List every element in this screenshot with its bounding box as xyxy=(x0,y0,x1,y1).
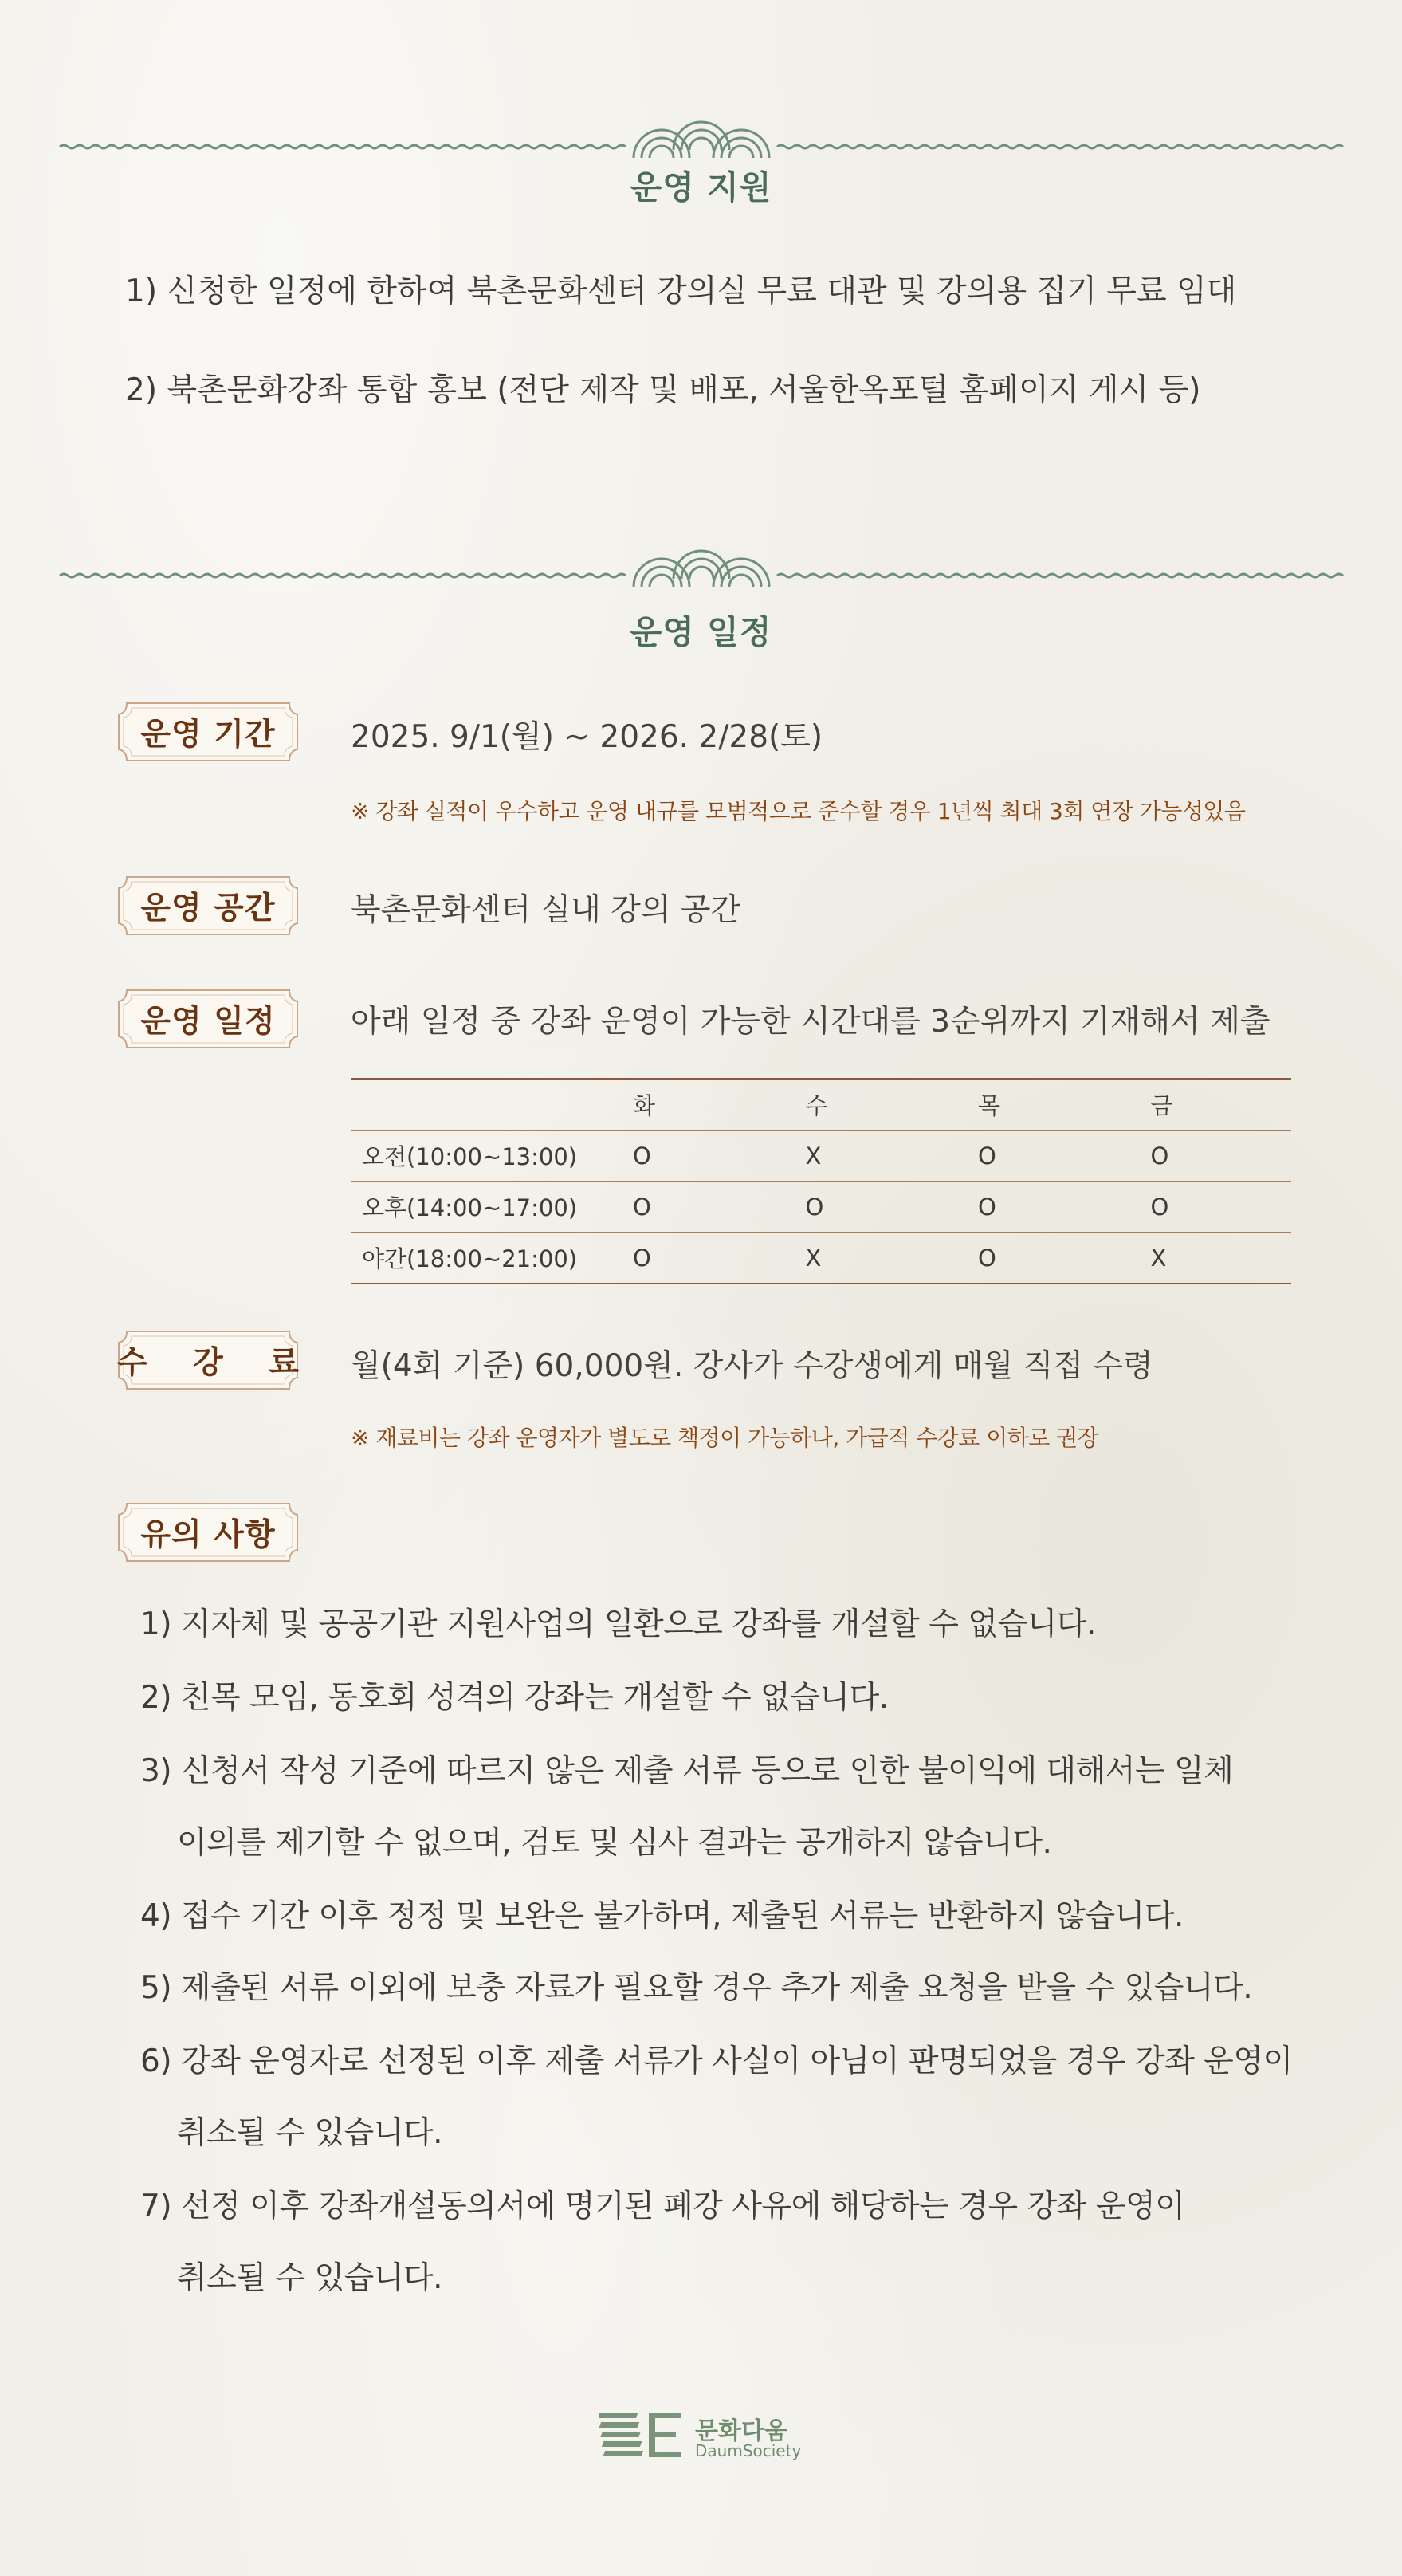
space-value: 북촌문화센터 실내 강의 공간 xyxy=(351,892,741,928)
badge-label: 운영 공간 xyxy=(140,891,276,926)
footer-logo xyxy=(599,2408,807,2472)
table-cell: X xyxy=(805,1244,822,1272)
table-cell: X xyxy=(805,1142,822,1170)
notice-line: 7) 선정 이후 강좌개설동의서에 명기된 폐강 사유에 해당하는 경우 강좌 운영이 xyxy=(140,2189,1185,2224)
section-title-support: 운영 지원 xyxy=(630,168,772,206)
table-cell: O xyxy=(978,1244,996,1272)
table-cell: O xyxy=(1150,1193,1169,1221)
daumsociety-logo-icon xyxy=(599,2409,687,2467)
table-row xyxy=(351,1131,1291,1182)
badge-label: 운영 일정 xyxy=(140,1004,276,1040)
table-cell: X xyxy=(1150,1244,1167,1272)
table-cell: O xyxy=(805,1193,824,1221)
badge-label: 유의 사항 xyxy=(140,1517,276,1553)
schedule-table xyxy=(351,1078,1291,1284)
badge-label: 수 강 료 xyxy=(116,1345,317,1381)
notice-line: 취소될 수 있습니다. xyxy=(177,2260,443,2296)
table-cell: O xyxy=(633,1142,651,1170)
table-header-cell: 목 xyxy=(946,1079,1119,1131)
row-label: 야간(18:00~21:00) xyxy=(362,1245,578,1272)
badge-operation-space xyxy=(117,875,299,936)
badge-tuition xyxy=(116,1330,317,1390)
row-label: 오전(10:00~13:00) xyxy=(362,1143,578,1170)
table-header-cell: 수 xyxy=(774,1079,947,1131)
badge-operation-period xyxy=(117,702,299,762)
notice-line: 취소될 수 있습니다. xyxy=(177,2115,443,2151)
badge-notice xyxy=(117,1502,299,1563)
fee-value: 월(4회 기준) 60,000원. 강사가 수강생에게 매월 직접 수령 xyxy=(351,1348,1153,1384)
table-header-cell: 금 xyxy=(1119,1079,1292,1131)
notice-line: 2) 친목 모임, 동호회 성격의 강좌는 개설할 수 없습니다. xyxy=(140,1680,889,1716)
row-label: 오후(14:00~17:00) xyxy=(362,1194,578,1221)
table-header-cell: 화 xyxy=(601,1079,774,1131)
notice-line: 6) 강좌 운영자로 선정된 이후 제출 서류가 사실이 아님이 판명되었을 경우 강좌 운영이 xyxy=(140,2043,1293,2079)
notice-line: 1) 지자체 및 공공기관 지원사업의 일환으로 강좌를 개설할 수 없습니다. xyxy=(140,1607,1096,1642)
table-row xyxy=(351,1233,1291,1284)
notice-line: 4) 접수 기간 이후 정정 및 보완은 불가하며, 제출된 서류는 반환하지 않습니다. xyxy=(140,1898,1184,1934)
notice-line: 5) 제출된 서류 이외에 보충 자료가 필요할 경우 추가 제출 요청을 받을 수 있습니다. xyxy=(140,1970,1253,2006)
support-item: 2) 북촌문화강좌 통합 홍보 (전단 제작 및 배포, 서울한옥포털 홈페이지 게시 등) xyxy=(125,372,1201,408)
table-header-row xyxy=(351,1079,1291,1131)
notice-line: 이의를 제기할 수 없으며, 검토 및 심사 결과는 공개하지 않습니다. xyxy=(177,1825,1052,1861)
badge-label: 운영 기간 xyxy=(140,717,276,753)
table-row xyxy=(351,1182,1291,1233)
cloud-wave-ornament-icon xyxy=(0,523,1402,611)
timetable-value: 아래 일정 중 강좌 운영이 가능한 시간대를 3순위까지 기재해서 제출 xyxy=(351,1004,1270,1040)
period-note: ※ 강좌 실적이 우수하고 운영 내규를 모범적으로 준수할 경우 1년씩 최대 3회 연장 가능성있음 xyxy=(351,798,1246,824)
period-value: 2025. 9/1(월) ~ 2026. 2/28(토) xyxy=(351,719,823,755)
table-cell: O xyxy=(978,1142,996,1170)
table-cell: O xyxy=(633,1193,651,1221)
support-item: 1) 신청한 일정에 한하여 북촌문화센터 강의실 무료 대관 및 강의용 집기 무료 임대 xyxy=(125,273,1237,309)
table-corner xyxy=(351,1079,601,1131)
logo-name: 문화다움 xyxy=(695,2417,787,2445)
notice-line: 3) 신청서 작성 기준에 따르지 않은 제출 서류 등으로 인한 불이익에 대해서는 일체 xyxy=(140,1753,1234,1789)
logo-sub: DaumSociety xyxy=(695,2441,802,2460)
section-title-schedule: 운영 일정 xyxy=(630,613,772,651)
fee-note: ※ 재료비는 강좌 운영자가 별도로 책정이 가능하나, 가급적 수강료 이하로 권장 xyxy=(351,1425,1099,1451)
badge-operation-timetable xyxy=(117,989,299,1049)
table-cell: O xyxy=(978,1193,996,1221)
table-cell: O xyxy=(1150,1142,1169,1170)
table-cell: O xyxy=(633,1244,651,1272)
